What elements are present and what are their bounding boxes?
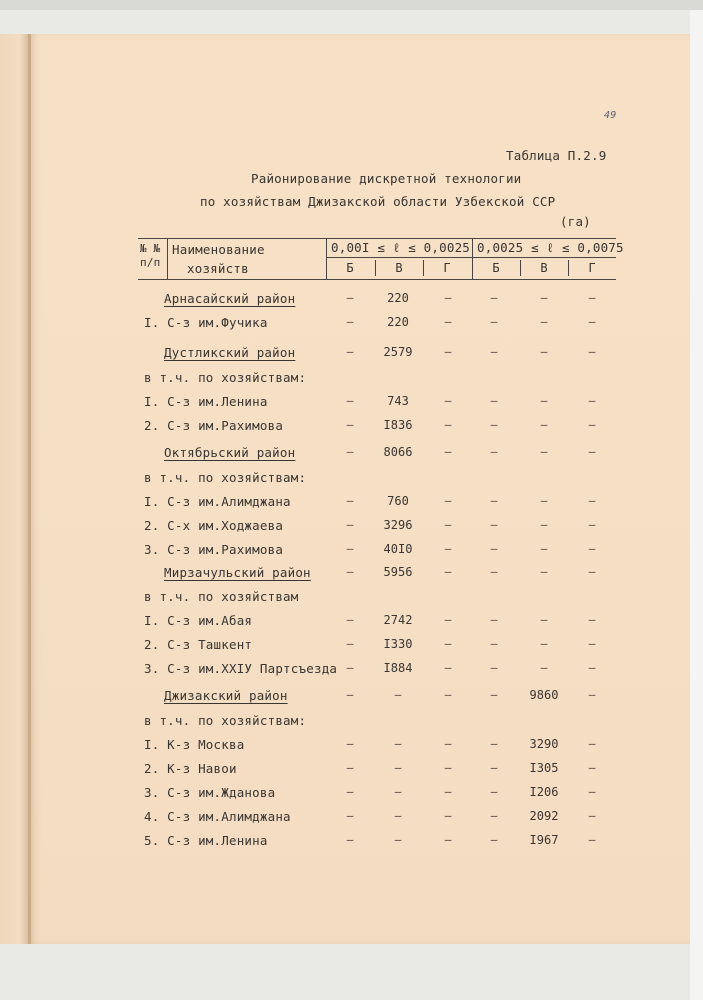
table-cell: – bbox=[490, 394, 498, 407]
table-cell: 5956 bbox=[383, 565, 413, 579]
table-cell: – bbox=[588, 661, 596, 674]
table-cell: – bbox=[588, 315, 596, 328]
table-cell: – bbox=[588, 761, 596, 774]
table-cell: 2742 bbox=[383, 613, 413, 627]
table-cell: – bbox=[490, 418, 498, 431]
header-sub-divider-3 bbox=[520, 260, 521, 276]
header-col-name-2: хозяйств bbox=[187, 261, 249, 276]
header-bottom-rule bbox=[138, 279, 616, 280]
table-cell: – bbox=[540, 418, 548, 431]
table-cell: – bbox=[346, 637, 354, 650]
table-cell: – bbox=[588, 445, 596, 458]
header-divider-range2 bbox=[472, 238, 473, 279]
table-title-line1: Районирование дискретной технологии bbox=[251, 171, 522, 186]
table-cell: – bbox=[490, 291, 498, 304]
table-cell: – bbox=[346, 345, 354, 358]
table-cell: – bbox=[444, 833, 452, 846]
table-cell: – bbox=[490, 315, 498, 328]
header-sub-v2: В bbox=[540, 261, 548, 275]
table-cell: – bbox=[346, 785, 354, 798]
table-cell: – bbox=[490, 345, 498, 358]
table-cell: – bbox=[394, 761, 402, 774]
scan-backdrop-right bbox=[690, 10, 703, 1000]
table-cell: 8066 bbox=[383, 445, 413, 459]
table-cell: – bbox=[444, 613, 452, 626]
header-sub-v1: В bbox=[395, 261, 403, 275]
table-cell: – bbox=[540, 518, 548, 531]
table-cell: – bbox=[540, 565, 548, 578]
farm-name: I. С-з им.Ленина bbox=[144, 394, 268, 409]
farm-name: 4. С-з им.Алимджана bbox=[144, 809, 291, 824]
table-cell: – bbox=[490, 445, 498, 458]
table-cell: – bbox=[588, 833, 596, 846]
table-cell: – bbox=[490, 761, 498, 774]
table-cell: – bbox=[444, 737, 452, 750]
header-sub-b2: Б bbox=[492, 261, 500, 275]
table-cell: – bbox=[346, 394, 354, 407]
header-sub-g1: Г bbox=[443, 261, 451, 275]
table-cell: 9860 bbox=[529, 688, 559, 702]
table-cell: – bbox=[444, 661, 452, 674]
table-cell: – bbox=[444, 761, 452, 774]
table-cell: – bbox=[588, 345, 596, 358]
table-cell: – bbox=[346, 833, 354, 846]
table-cell: – bbox=[588, 637, 596, 650]
table-cell: – bbox=[444, 565, 452, 578]
table-cell: I884 bbox=[383, 661, 413, 675]
table-cell: – bbox=[540, 613, 548, 626]
table-cell: – bbox=[346, 315, 354, 328]
table-label: Таблица П.2.9 bbox=[506, 148, 607, 163]
table-cell: 40I0 bbox=[383, 542, 413, 556]
header-range-1: 0,00I ≤ ℓ ≤ 0,0025 bbox=[331, 240, 471, 255]
table-cell: – bbox=[540, 345, 548, 358]
farm-name: I. С-з им.Фучика bbox=[144, 315, 268, 330]
table-cell: – bbox=[540, 445, 548, 458]
farm-name: I. К-з Москва bbox=[144, 737, 245, 752]
table-cell: – bbox=[588, 737, 596, 750]
table-cell: – bbox=[540, 637, 548, 650]
header-col-num-2: п/п bbox=[140, 256, 161, 269]
header-mid-rule bbox=[326, 257, 616, 258]
farm-name: 2. С-з им.Рахимова bbox=[144, 418, 284, 433]
page-gutter bbox=[28, 34, 31, 944]
table-cell: – bbox=[444, 494, 452, 507]
table-cell: – bbox=[490, 613, 498, 626]
header-top-rule bbox=[138, 238, 616, 239]
table-cell: – bbox=[394, 809, 402, 822]
table-cell: – bbox=[444, 291, 452, 304]
table-cell: – bbox=[588, 291, 596, 304]
table-cell: I305 bbox=[529, 761, 559, 775]
table-cell: – bbox=[444, 345, 452, 358]
header-sub-g2: Г bbox=[588, 261, 596, 275]
district-name: Мирзачульский район bbox=[164, 565, 311, 580]
header-divider-range1 bbox=[326, 238, 327, 279]
table-cell: – bbox=[444, 518, 452, 531]
table-cell: – bbox=[490, 688, 498, 701]
table-cell: – bbox=[346, 688, 354, 701]
table-cell: – bbox=[444, 637, 452, 650]
farm-name: I. С-з им.Абая bbox=[144, 613, 253, 628]
table-cell: I206 bbox=[529, 785, 559, 799]
table-cell: – bbox=[346, 761, 354, 774]
table-cell: I836 bbox=[383, 418, 413, 432]
table-cell: – bbox=[394, 785, 402, 798]
table-cell: – bbox=[444, 688, 452, 701]
farm-name: 3. С-з им.Рахимова bbox=[144, 542, 284, 557]
table-cell: – bbox=[490, 494, 498, 507]
header-sub-divider-2 bbox=[423, 260, 424, 276]
table-cell: – bbox=[490, 518, 498, 531]
header-col-name-1: Наименование bbox=[172, 242, 265, 257]
page-number: 49 bbox=[604, 110, 617, 121]
table-cell: I967 bbox=[529, 833, 559, 847]
table-cell: – bbox=[346, 445, 354, 458]
header-divider-num bbox=[167, 238, 168, 279]
table-cell: – bbox=[588, 542, 596, 555]
subgroup-caption: в т.ч. по хозяйствам: bbox=[144, 470, 307, 485]
district-name: Арнасайский район bbox=[164, 291, 296, 306]
table-cell: – bbox=[394, 688, 402, 701]
table-cell: – bbox=[346, 613, 354, 626]
table-cell: – bbox=[444, 809, 452, 822]
table-cell: – bbox=[540, 494, 548, 507]
table-cell: 220 bbox=[387, 291, 409, 305]
table-cell: 743 bbox=[387, 394, 409, 408]
table-cell: – bbox=[588, 394, 596, 407]
table-cell: – bbox=[444, 315, 452, 328]
table-cell: – bbox=[588, 494, 596, 507]
table-cell: – bbox=[490, 833, 498, 846]
table-cell: – bbox=[588, 785, 596, 798]
table-cell: – bbox=[490, 785, 498, 798]
table-cell: – bbox=[540, 291, 548, 304]
table-cell: – bbox=[346, 518, 354, 531]
farm-name: I. С-з им.Алимджана bbox=[144, 494, 291, 509]
table-cell: – bbox=[588, 418, 596, 431]
table-cell: – bbox=[588, 809, 596, 822]
table-cell: I330 bbox=[383, 637, 413, 651]
header-sub-divider-1 bbox=[375, 260, 376, 276]
table-cell: – bbox=[490, 542, 498, 555]
table-cell: – bbox=[394, 737, 402, 750]
table-cell: – bbox=[346, 494, 354, 507]
farm-name: 2. С-з Ташкент bbox=[144, 637, 253, 652]
unit-label: (га) bbox=[560, 214, 591, 229]
table-cell: – bbox=[346, 291, 354, 304]
table-cell: 3290 bbox=[529, 737, 559, 751]
table-cell: – bbox=[346, 542, 354, 555]
table-cell: 3296 bbox=[383, 518, 413, 532]
table-cell: – bbox=[540, 542, 548, 555]
table-cell: – bbox=[540, 315, 548, 328]
table-cell: – bbox=[346, 661, 354, 674]
farm-name: 2. К-з Навои bbox=[144, 761, 237, 776]
farm-name: 3. С-з им.Жданова bbox=[144, 785, 276, 800]
table-cell: – bbox=[588, 688, 596, 701]
table-cell: – bbox=[490, 737, 498, 750]
header-col-num-1: № № bbox=[140, 242, 161, 255]
farm-name: 5. С-з им.Ленина bbox=[144, 833, 268, 848]
subgroup-caption: в т.ч. по хозяйствам: bbox=[144, 370, 307, 385]
subgroup-caption: в т.ч. по хозяйствам bbox=[144, 589, 299, 604]
table-cell: – bbox=[444, 418, 452, 431]
table-cell: – bbox=[490, 637, 498, 650]
table-cell: – bbox=[444, 445, 452, 458]
table-cell: – bbox=[346, 809, 354, 822]
table-cell: – bbox=[540, 661, 548, 674]
farm-name: 2. С-х им.Ходжаева bbox=[144, 518, 284, 533]
table-cell: 2092 bbox=[529, 809, 559, 823]
district-name: Октябрьский район bbox=[164, 445, 296, 460]
district-name: Джизакский район bbox=[164, 688, 288, 703]
farm-name: 3. С-з им.XXIУ Партсъезда bbox=[144, 661, 338, 676]
district-name: Дустликский район bbox=[164, 345, 296, 360]
table-cell: – bbox=[346, 565, 354, 578]
table-cell: – bbox=[394, 833, 402, 846]
header-sub-b1: Б bbox=[346, 261, 354, 275]
table-cell: – bbox=[444, 394, 452, 407]
header-range-2: 0,0025 ≤ ℓ ≤ 0,0075 bbox=[477, 240, 624, 255]
subgroup-caption: в т.ч. по хозяйствам: bbox=[144, 713, 307, 728]
table-cell: – bbox=[444, 542, 452, 555]
header-sub-divider-4 bbox=[568, 260, 569, 276]
table-cell: – bbox=[346, 737, 354, 750]
table-cell: – bbox=[490, 809, 498, 822]
table-cell: 2579 bbox=[383, 345, 413, 359]
table-cell: – bbox=[490, 661, 498, 674]
table-cell: – bbox=[588, 565, 596, 578]
previous-page-edge bbox=[0, 34, 29, 944]
table-cell: – bbox=[588, 613, 596, 626]
table-cell: – bbox=[444, 785, 452, 798]
table-cell: – bbox=[490, 565, 498, 578]
table-cell: 760 bbox=[387, 494, 409, 508]
table-cell: – bbox=[540, 394, 548, 407]
table-cell: – bbox=[346, 418, 354, 431]
scan-backdrop-top bbox=[0, 0, 703, 10]
table-title-line2: по хозяйствам Джизакской области Узбекской ССР bbox=[200, 194, 556, 209]
table-cell: – bbox=[588, 518, 596, 531]
table-cell: 220 bbox=[387, 315, 409, 329]
